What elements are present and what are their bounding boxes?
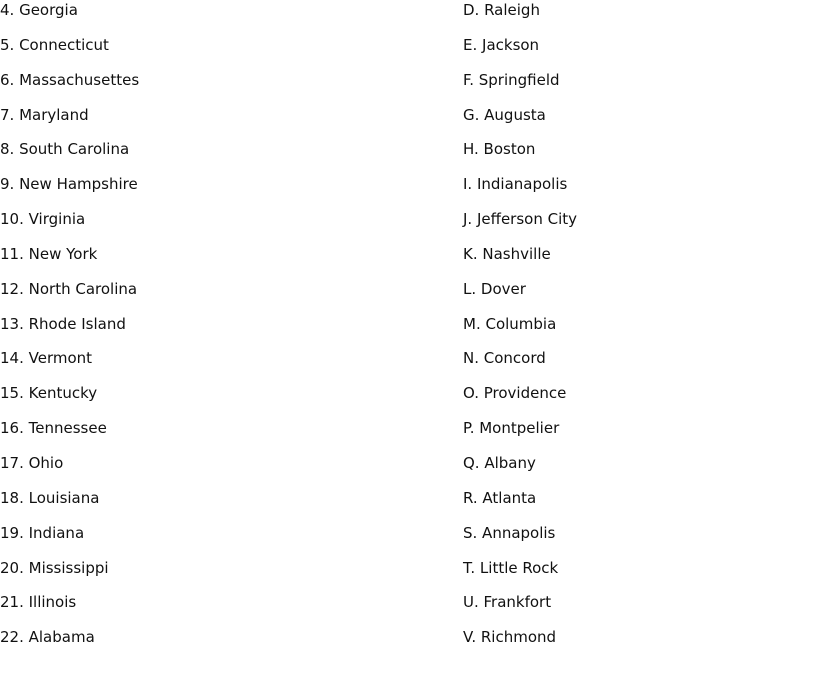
capital-item: G. Augusta bbox=[463, 105, 546, 124]
state-item: 21. Illinois bbox=[0, 593, 77, 612]
capital-item: N. Concord bbox=[463, 349, 546, 368]
states-column bbox=[0, 0, 139, 655]
capitals-column bbox=[463, 0, 577, 655]
state-item: 17. Ohio bbox=[0, 453, 64, 472]
capital-item: E. Jackson bbox=[463, 35, 540, 54]
capital-item: V. Richmond bbox=[463, 628, 557, 647]
state-item: 4. Georgia bbox=[0, 1, 78, 19]
capital-item: U. Frankfort bbox=[463, 593, 552, 612]
state-item: 19. Indiana bbox=[0, 523, 85, 542]
capital-item: F. Springfield bbox=[463, 70, 560, 89]
state-item: 20. Mississippi bbox=[0, 558, 109, 577]
state-item: 7. Maryland bbox=[0, 105, 89, 124]
capital-item: H. Boston bbox=[463, 140, 536, 159]
state-item: 8. South Carolina bbox=[0, 140, 130, 159]
capital-item: K. Nashville bbox=[463, 244, 551, 263]
state-item: 13. Rhode Island bbox=[0, 314, 126, 333]
capital-item: M. Columbia bbox=[463, 314, 557, 333]
state-item: 16. Tennessee bbox=[0, 419, 107, 438]
capital-item: I. Indianapolis bbox=[463, 175, 568, 194]
capital-item: Q. Albany bbox=[463, 453, 536, 472]
state-item: 22. Alabama bbox=[0, 628, 95, 647]
capital-item: D. Raleigh bbox=[463, 1, 540, 19]
capital-item: P. Montpelier bbox=[463, 419, 560, 438]
state-item: 10. Virginia bbox=[0, 210, 86, 229]
capital-item: O. Providence bbox=[463, 384, 567, 403]
state-item: 18. Louisiana bbox=[0, 488, 100, 507]
capital-item: L. Dover bbox=[463, 279, 526, 298]
state-item: 15. Kentucky bbox=[0, 384, 98, 403]
state-item: 12. North Carolina bbox=[0, 279, 138, 298]
state-item: 11. New York bbox=[0, 244, 98, 263]
state-item: 9. New Hampshire bbox=[0, 175, 138, 194]
capital-item: J. Jefferson City bbox=[463, 210, 578, 229]
capital-item: S. Annapolis bbox=[463, 523, 556, 542]
state-item: 14. Vermont bbox=[0, 349, 93, 368]
capital-item: R. Atlanta bbox=[463, 488, 537, 507]
state-item: 5. Connecticut bbox=[0, 35, 109, 54]
capital-item: T. Little Rock bbox=[463, 558, 559, 577]
state-item: 6. Massachusettes bbox=[0, 70, 140, 89]
